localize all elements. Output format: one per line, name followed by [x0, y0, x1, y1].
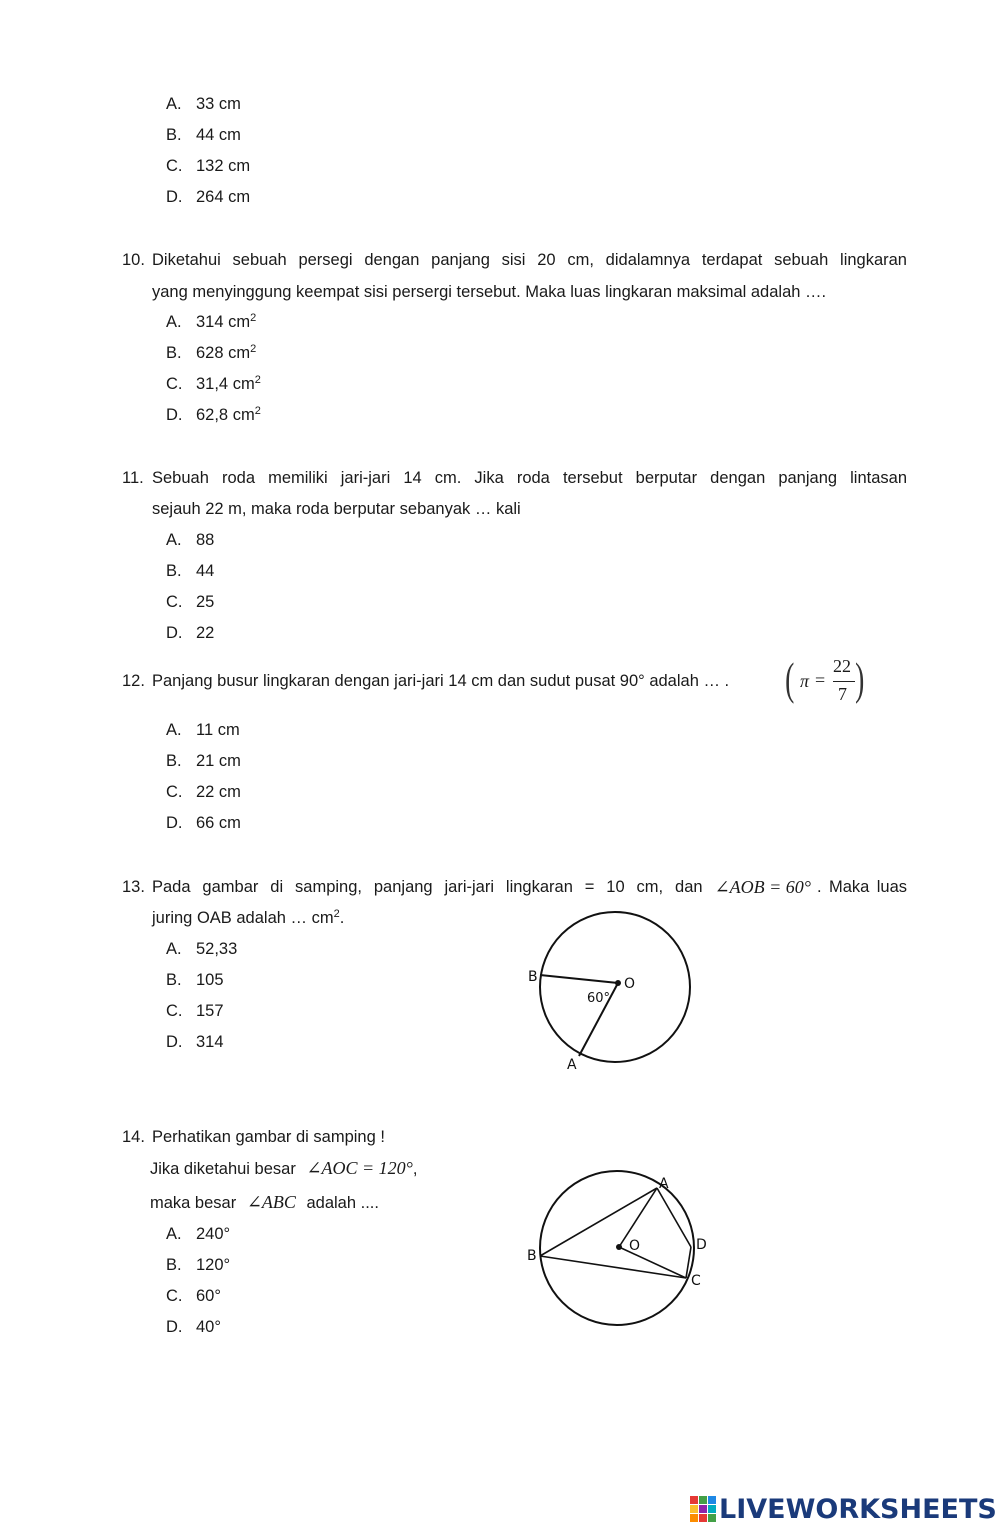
option-text: 66 cm — [196, 814, 241, 832]
option-letter: B. — [166, 752, 182, 770]
q10-line2: yang menyinggung keempat sisi persergi tersebut. Maka luas lingkaran maksimal adalah …. — [152, 283, 827, 301]
option-text: 40° — [196, 1318, 221, 1336]
q14-number: 14. — [122, 1128, 145, 1146]
q14-line3: maka besar ∠ABC adalah .... — [150, 1192, 379, 1212]
option-letter: A. — [166, 313, 182, 331]
option-text: 21 cm — [196, 752, 241, 770]
option-letter: D. — [166, 188, 183, 206]
q13-line2: juring OAB adalah … $cm^2$. — [152, 908, 345, 927]
q11-line1: Sebuah roda memiliki jari-jari 14 cm. Jika roda tersebut berputar dengan panjang lintasan — [152, 469, 907, 487]
option-letter: C. — [166, 593, 183, 611]
q11-number: 11. — [122, 469, 144, 487]
radius-ob — [540, 975, 618, 983]
option-letter: A. — [166, 531, 182, 549]
option-text: 120° — [196, 1256, 231, 1274]
option-text: 62,8 $cm^2$ — [196, 405, 261, 424]
q13-number: 13. — [122, 878, 145, 896]
option-text: 314 — [196, 1033, 224, 1051]
option-letter: C. — [166, 783, 183, 801]
option-text: 11 cm — [196, 721, 240, 739]
option-text: 44 cm — [196, 126, 241, 144]
option-letter: B. — [166, 126, 182, 144]
option-text: 132 cm — [196, 157, 251, 175]
option-letter: A. — [166, 721, 182, 739]
option-text: 264 cm — [196, 188, 251, 206]
q11-line2: sejauh 22 m, maka roda berputar sebanyak … kali — [152, 500, 521, 518]
liveworksheets-logo[interactable] — [690, 1494, 997, 1524]
label-b: B — [527, 1248, 537, 1264]
fraction-bar — [833, 681, 855, 682]
fraction-denominator: 7 — [838, 684, 847, 704]
option-letter: A. — [166, 95, 182, 113]
angle-label: 60° — [587, 991, 611, 1006]
option-text: 52,33 — [196, 940, 238, 958]
equals-sign: = — [815, 670, 826, 690]
label-d: D — [696, 1237, 707, 1253]
label-b: B — [528, 969, 538, 985]
option-letter: D. — [166, 1318, 183, 1336]
left-paren: ( — [785, 653, 795, 704]
option-text: 314 $cm^2$ — [196, 312, 257, 331]
option-text: 628 $cm^2$ — [196, 343, 257, 362]
q13-line1-part1: Pada gambar di samping, panjang jari-jari lingkaran = 10 cm, dan — [152, 878, 703, 896]
label-a: A — [567, 1057, 577, 1073]
q13-line1-part2: . Maka luas — [817, 878, 907, 896]
option-letter: B. — [166, 971, 182, 989]
label-a: A — [659, 1176, 669, 1192]
center-point — [616, 1244, 622, 1250]
option-text: 105 — [196, 971, 224, 989]
label-o: O — [624, 976, 636, 992]
q12-number: 12. — [122, 672, 145, 690]
option-letter: A. — [166, 940, 182, 958]
center-point — [615, 980, 621, 986]
option-letter: B. — [166, 562, 182, 580]
q14-angle-abc: ∠ABC — [246, 1192, 296, 1212]
q10-line1: Diketahui sebuah persegi dengan panjang sisi 20 cm, didalamnya terdapat sebuah lingkaran — [152, 251, 907, 269]
option-letter: A. — [166, 1225, 182, 1243]
right-paren: ) — [855, 653, 865, 704]
logo-mark-icon — [690, 1496, 716, 1522]
option-text: 88 — [196, 531, 215, 549]
option-letter: B. — [166, 1256, 182, 1274]
q13-angle-expr: ∠AOB = 60° — [714, 877, 811, 897]
option-letter: B. — [166, 344, 182, 362]
option-letter: C. — [166, 157, 183, 175]
option-letter: C. — [166, 375, 183, 393]
option-letter: C. — [166, 1002, 183, 1020]
logo-text: LIVEWORKSHEETS — [719, 1493, 997, 1525]
q13-line1 — [152, 877, 907, 897]
option-text: 33 cm — [196, 95, 241, 113]
option-letter: C. — [166, 1287, 183, 1305]
option-text: 44 — [196, 562, 215, 580]
option-letter: D. — [166, 406, 183, 424]
option-text: 25 — [196, 593, 215, 611]
option-text: 22 cm — [196, 783, 241, 801]
pi-symbol: π — [800, 671, 810, 691]
fraction-numerator: 22 — [833, 656, 851, 676]
label-c: C — [691, 1273, 701, 1289]
q14-line2: Jika diketahui besar ∠AOC = 120°, — [150, 1158, 418, 1178]
option-text: 60° — [196, 1287, 221, 1305]
q12-text: Panjang busur lingkaran dengan jari-jari 14 cm dan sudut pusat 90° adalah … . — [152, 672, 730, 690]
option-letter: D. — [166, 814, 183, 832]
option-text: 31,4 $cm^2$ — [196, 374, 261, 393]
q14-circle-figure — [515, 1168, 725, 1338]
q10-number: 10. — [122, 251, 145, 269]
option-letter: D. — [166, 624, 183, 642]
option-text: 157 — [196, 1002, 224, 1020]
option-letter: D. — [166, 1033, 183, 1051]
q14-angle-aoc: ∠AOC = 120° — [306, 1158, 413, 1178]
option-text: 22 — [196, 624, 215, 642]
option-text: 240° — [196, 1225, 231, 1243]
q13-circle-figure — [515, 900, 705, 1080]
label-o: O — [629, 1238, 641, 1254]
q14-line1: Perhatikan gambar di samping ! — [152, 1128, 385, 1146]
